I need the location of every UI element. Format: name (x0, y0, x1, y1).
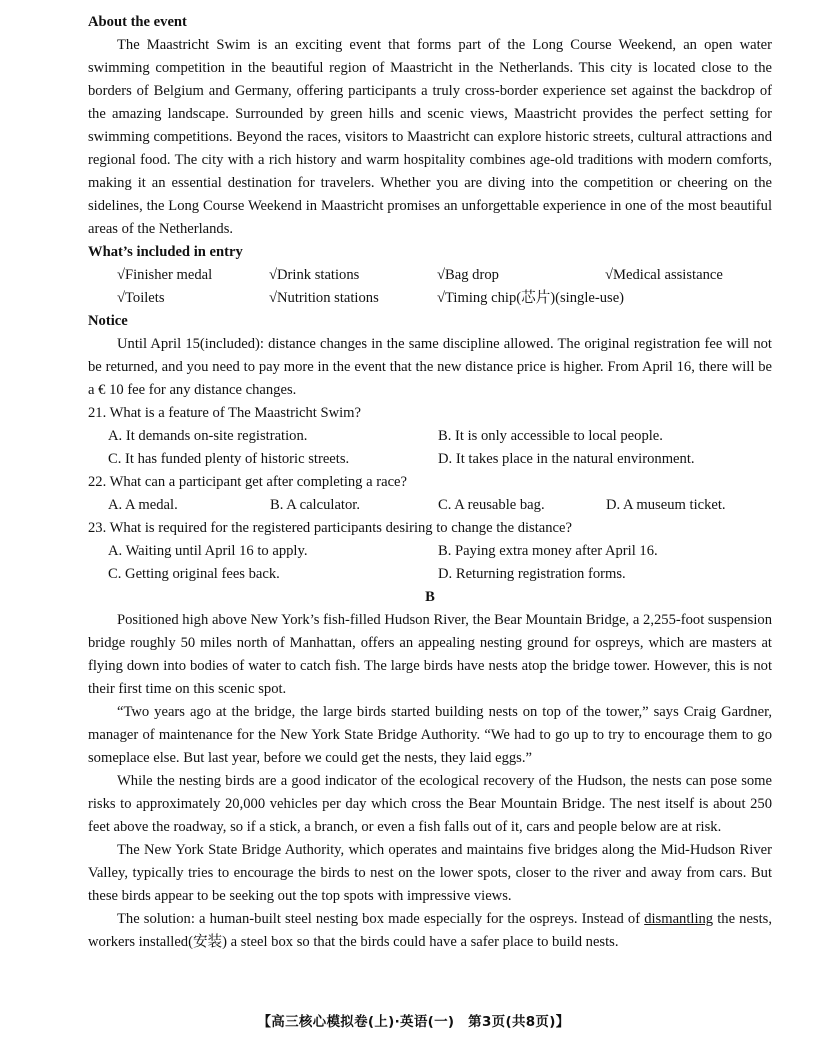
option: C. A reusable bag. (438, 497, 545, 513)
question-22-stem: 22. What can a participant get after completing a race? (88, 474, 408, 490)
p5-text-after: the nests, workers installed(安装) a steel box so that the birds could have a safer place to build nests. (88, 911, 772, 950)
question-23-options (88, 540, 772, 586)
section-b-letter: B (425, 589, 435, 605)
underlined-word-dismantling: dismantling (644, 911, 714, 927)
event-paragraph: The Maastricht Swim is an exciting event that forms part of the Long Course Weekend, an open water swimming competition in the beautiful region of Maastricht in the Netherlands. This city is located close to the borders of Belgium and Germany, offering participants a truly cross-border experience set against the backdrop of the amazing landscape. Surrounded by green hills and scenic views, Maastricht provides the perfect setting for swimming competitions. Beyond the races, visitors to Maastricht can explore historic streets, cultural attractions and regional food. The city with a rich history and warm hospitality combines age-old traditions with modern comforts, making it an essential destination for travelers. Whether you are diving into the competition or cheering on the sidelines, the Long Course Weekend in Maastricht promises an unforgettable experience in one of the most beautiful areas of the Netherlands. (88, 37, 772, 237)
question-22-options (88, 494, 772, 517)
included-item: √Medical assistance (605, 267, 723, 283)
heading-whats-included: What’s included in entry (88, 244, 243, 260)
question-23-stem: 23. What is required for the registered participants desiring to change the distance? (88, 520, 572, 536)
option: A. It demands on-site registration. (108, 428, 308, 444)
page-footer: 【高三核心模拟卷(上)·英语(一) 第3页(共8页)】 (257, 1014, 570, 1030)
question-21-options (88, 425, 772, 471)
option: C. Getting original fees back. (108, 566, 280, 582)
question-21-stem: 21. What is a feature of The Maastricht Swim? (88, 405, 362, 421)
included-list (88, 264, 772, 310)
option: B. Paying extra money after April 16. (438, 543, 658, 559)
included-item: √Drink stations (269, 267, 360, 283)
section-b-paragraph-3: While the nesting birds are a good indicator of the ecological recovery of the Hudson, the nests can pose some risks to approximately 20,000 vehicles per day which cross the Bear Mountain Bridge. The nest itself is about 250 feet above the roadway, so if a stick, a branch, or even a fish falls out of it, cars and people below are at risk. (88, 773, 772, 835)
included-item: √Timing chip(芯片)(single-use) (437, 290, 625, 306)
exam-page (88, 11, 772, 954)
included-item: √Finisher medal (117, 267, 213, 283)
section-b-paragraph-2: “Two years ago at the bridge, the large birds started building nests on top of the tower,” says Craig Gardner, manager of maintenance for the New York State Bridge Authority. “We had to go up to try to encourage them to go someplace else. But last year, before we could get the nests, they laid eggs.” (88, 704, 772, 766)
heading-about-event: About the event (88, 14, 187, 30)
included-item: √Bag drop (437, 267, 499, 283)
p5-text-before: The solution: a human-built steel nesting box made especially for the ospreys. Instead of (117, 911, 645, 927)
option: D. Returning registration forms. (438, 566, 626, 582)
included-item: √Toilets (117, 290, 165, 306)
option: C. It has funded plenty of historic streets. (108, 451, 350, 467)
option: B. A calculator. (270, 497, 360, 513)
included-item: √Nutrition stations (269, 290, 379, 306)
option: D. A museum ticket. (606, 497, 726, 513)
option: B. It is only accessible to local people. (438, 428, 663, 444)
notice-paragraph: Until April 15(included): distance changes in the same discipline allowed. The original registration fee will not be returned, and you need to pay more in the event that the new distance price is higher. From April 16, there will be a € 10 fee for any distance changes. (88, 336, 772, 398)
heading-notice: Notice (88, 313, 128, 329)
section-b-paragraph-4: The New York State Bridge Authority, which operates and maintains five bridges along the Mid-Hudson River Valley, typically tries to encourage the birds to nest on the lower spots, closer to the river and away from cars. But these birds appear to be seeking out the top spots with impressive views. (88, 842, 772, 904)
option: A. A medal. (108, 497, 178, 513)
section-b-paragraph-5 (88, 908, 772, 954)
option: D. It takes place in the natural environment. (438, 451, 695, 467)
section-b-paragraph-1: Positioned high above New York’s fish-filled Hudson River, the Bear Mountain Bridge, a 2,255-foot suspension bridge roughly 50 miles north of Manhattan, offers an appealing nesting ground for ospreys, which are masters at flying down into bodies of water to catch fish. The large birds have nests atop the bridge tower. However, this is not their first time on this scenic spot. (88, 612, 772, 697)
option: A. Waiting until April 16 to apply. (108, 543, 308, 559)
